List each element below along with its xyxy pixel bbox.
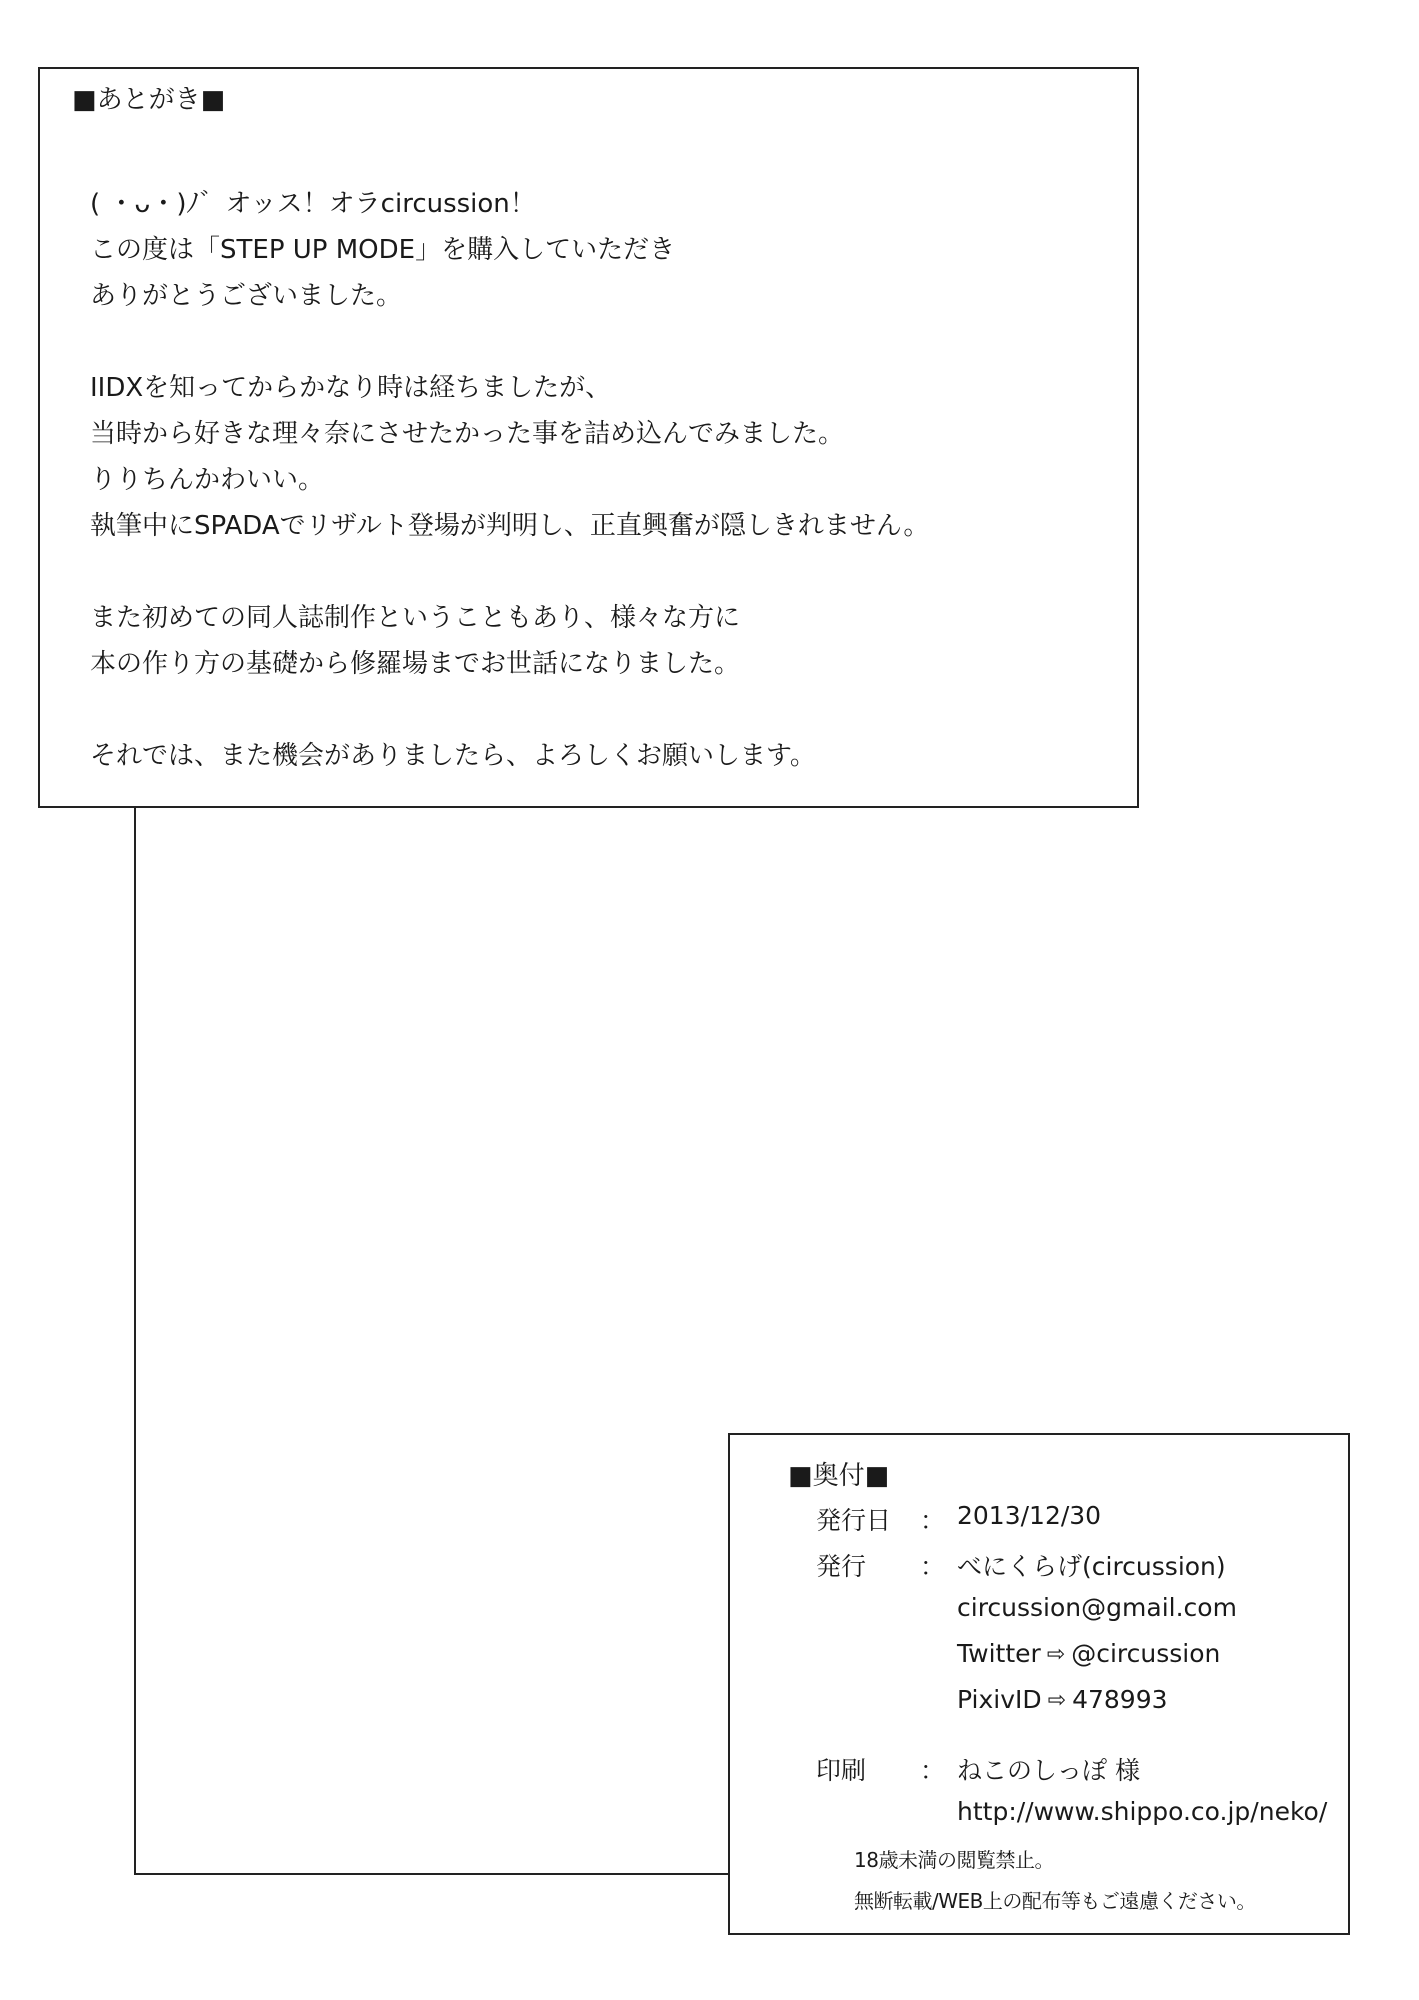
afterword-body bbox=[90, 181, 929, 779]
afterword-line: りりちんかわいい。 bbox=[90, 465, 325, 495]
colophon-title: ■奥付■ bbox=[788, 1461, 890, 1491]
pixiv-value: 478993 bbox=[1072, 1685, 1168, 1714]
email-value: circussion@gmail.com bbox=[957, 1593, 1237, 1622]
hollow-right-arrow-icon: ⇨ bbox=[1046, 1642, 1066, 1667]
print-value: ねこのしっぽ 様 bbox=[957, 1756, 1140, 1785]
age-notice: 18歳未満の閲覧禁止。 bbox=[854, 1848, 1054, 1872]
afterword-line: ( ・ᴗ・)ﾉ゛オッス！オラcircussion！ bbox=[90, 189, 536, 219]
pixiv-entry bbox=[957, 1685, 1168, 1714]
hollow-right-arrow-icon: ⇨ bbox=[1047, 1688, 1067, 1713]
afterword-paragraph bbox=[90, 595, 929, 687]
afterword-box bbox=[38, 67, 1139, 808]
print-url: http://www.shippo.co.jp/neko/ bbox=[957, 1797, 1328, 1826]
twitter-value: @circussion bbox=[1071, 1639, 1221, 1668]
twitter-entry bbox=[957, 1639, 1220, 1668]
afterword-line: 当時から好きな理々奈にさせたかった事を詰め込んでみました。 bbox=[90, 419, 845, 449]
background-frame-line bbox=[134, 805, 734, 1875]
afterword-line: IIDXを知ってからかなり時は経ちましたが、 bbox=[90, 373, 612, 403]
publisher-value: べにくらげ(circussion) bbox=[957, 1552, 1226, 1581]
redistribution-notice: 無断転載/WEB上の配布等もご遠慮ください。 bbox=[854, 1889, 1256, 1913]
date-label: 発行日 bbox=[816, 1506, 892, 1535]
pixiv-label: PixivID bbox=[957, 1685, 1042, 1714]
colon: ： bbox=[920, 1756, 946, 1785]
afterword-paragraph bbox=[90, 365, 929, 549]
twitter-label: Twitter bbox=[957, 1639, 1041, 1668]
date-value: 2013/12/30 bbox=[957, 1501, 1102, 1530]
print-label: 印刷 bbox=[816, 1756, 867, 1785]
afterword-line: また初めての同人誌制作ということもあり、様々な方に bbox=[90, 603, 741, 633]
colophon-box bbox=[728, 1433, 1350, 1935]
afterword-line: ありがとうございました。 bbox=[90, 281, 403, 311]
publisher-label: 発行 bbox=[816, 1552, 867, 1581]
afterword-line: それでは、また機会がありましたら、よろしくお願いします。 bbox=[90, 741, 816, 771]
afterword-line: 本の作り方の基礎から修羅場までお世話になりました。 bbox=[90, 649, 741, 679]
colon: ： bbox=[920, 1552, 946, 1581]
afterword-paragraph bbox=[90, 181, 929, 319]
afterword-line: この度は「STEP UP MODE」を購入していただき bbox=[90, 235, 676, 265]
afterword-title: ■あとがき■ bbox=[72, 85, 226, 115]
afterword-line: 執筆中にSPADAでリザルト登場が判明し、正直興奮が隠しきれません。 bbox=[90, 511, 930, 541]
colon: ： bbox=[920, 1506, 946, 1535]
afterword-paragraph bbox=[90, 733, 929, 779]
